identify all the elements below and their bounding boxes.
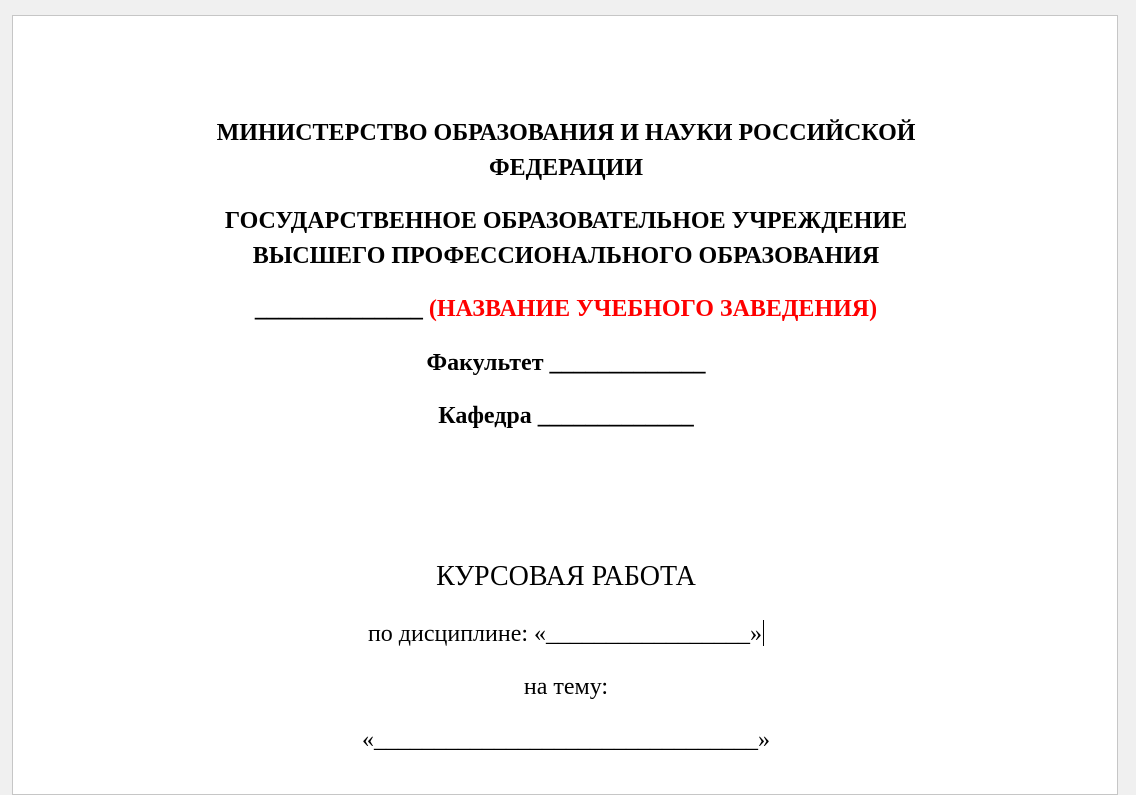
institution-heading-line1: ГОСУДАРСТВЕННОЕ ОБРАЗОВАТЕЛЬНОЕ УЧРЕЖДЕНИЕ <box>224 208 908 234</box>
discipline-blank: _________________ <box>546 621 751 647</box>
topic-close-quote: » <box>758 727 770 753</box>
topic-line <box>13 727 1119 754</box>
institution-name-placeholder: (НАЗВАНИЕ УЧЕБНОГО ЗАВЕДЕНИЯ) <box>428 296 878 322</box>
discipline-prefix: по дисциплине: « <box>367 621 547 647</box>
document-page[interactable] <box>12 15 1118 795</box>
discipline-suffix: » <box>750 621 763 647</box>
department-label: Кафедра <box>438 403 532 429</box>
faculty-line <box>13 350 1119 377</box>
text-cursor <box>763 620 764 646</box>
faculty-label: Факультет <box>426 350 544 376</box>
discipline-line <box>13 620 1119 648</box>
department-line <box>13 403 1119 430</box>
institution-name-line <box>13 296 1119 323</box>
institution-heading-line2: ВЫСШЕГО ПРОФЕССИОНАЛЬНОГО ОБРАЗОВАНИЯ <box>252 243 880 269</box>
ministry-heading-line1: МИНИСТЕРСТВО ОБРАЗОВАНИЯ И НАУКИ РОССИЙСКОЙ <box>216 120 916 146</box>
topic-open-quote: « <box>362 727 374 753</box>
work-title: КУРСОВАЯ РАБОТА <box>436 561 696 592</box>
faculty-blank: _____________ <box>549 350 706 376</box>
ministry-heading-line2: ФЕДЕРАЦИИ <box>488 155 644 181</box>
topic-blank: ________________________________ <box>374 727 758 753</box>
topic-label: на тему: <box>523 674 609 700</box>
department-blank: _____________ <box>537 403 694 429</box>
institution-name-blank: ______________ <box>254 296 423 322</box>
